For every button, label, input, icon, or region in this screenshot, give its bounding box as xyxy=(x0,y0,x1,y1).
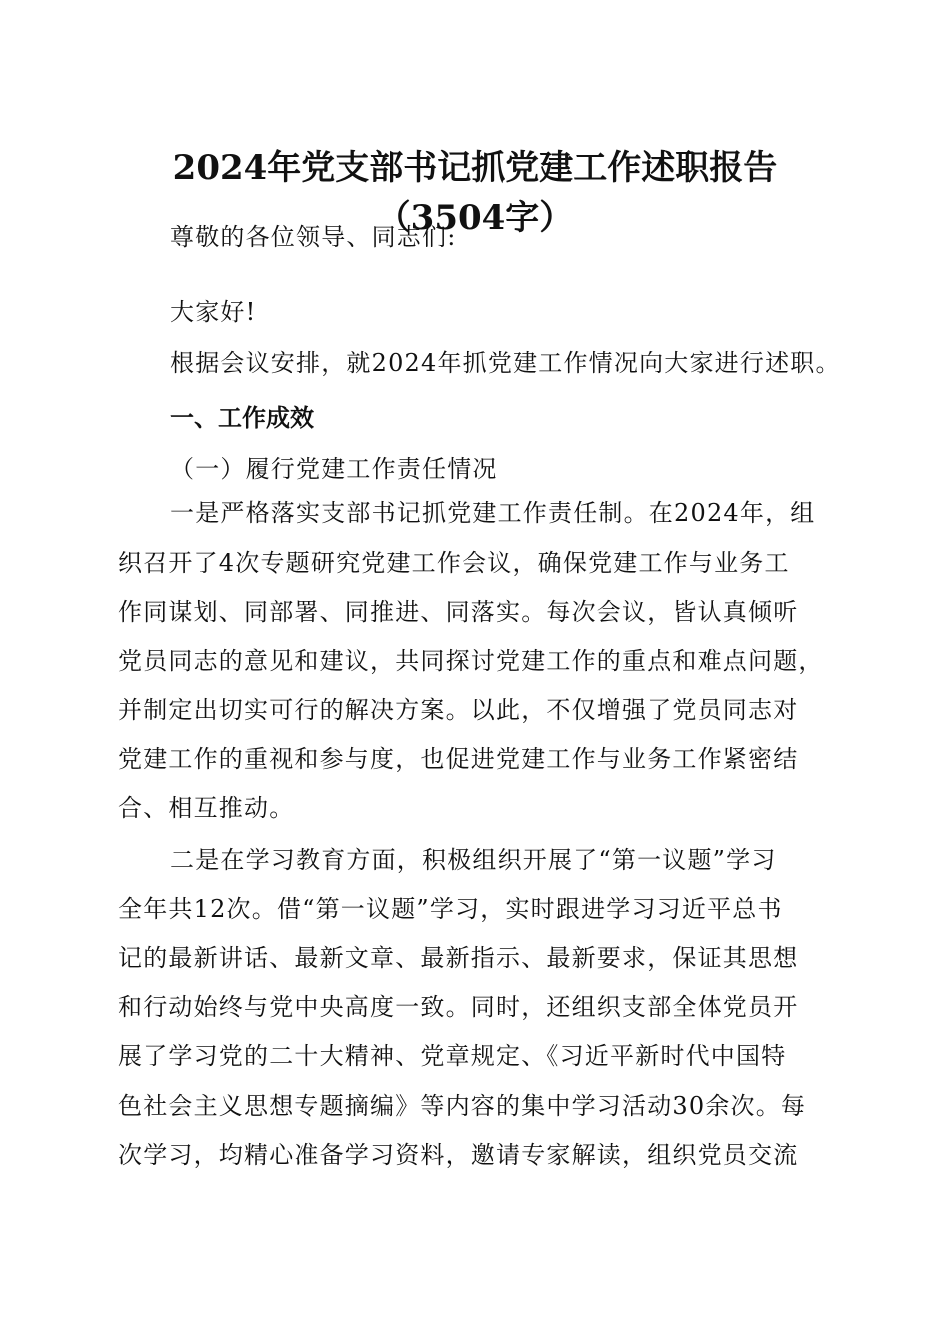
paragraph-line: 党员同志的意见和建议，共同探讨党建工作的重点和难点问题， xyxy=(118,647,824,675)
paragraph-line: 展了学习党的二十大精神、党章规定、《习近平新时代中国特 xyxy=(118,1042,787,1070)
paragraph-line: 和行动始终与党中央高度一致。同时，还组织支部全体党员开 xyxy=(118,993,799,1021)
greeting: 大家好! xyxy=(170,298,257,326)
section-heading: 一、工作成效 xyxy=(170,404,314,432)
document-title: 2024年党支部书记抓党建工作述职报告 xyxy=(172,148,778,188)
paragraph-line: 作同谋划、同部署、同推进、同落实。每次会议，皆认真倾听 xyxy=(118,598,799,626)
paragraph-line: 一是严格落实支部书记抓党建工作责任制。在2024年，组 xyxy=(170,499,816,527)
subsection-heading: （一）履行党建工作责任情况 xyxy=(170,455,498,483)
paragraph-line: 合、相互推动。 xyxy=(118,794,295,822)
paragraph-line: 色社会主义思想专题摘编》等内容的集中学习活动30余次。每 xyxy=(118,1092,807,1120)
paragraph-line: 记的最新讲话、最新文章、最新指示、最新要求，保证其思想 xyxy=(118,944,799,972)
paragraph-line: 二是在学习教育方面，积极组织开展了“第一议题”学习 xyxy=(170,846,777,874)
paragraph-line: 次学习，均精心准备学习资料，邀请专家解读，组织党员交流 xyxy=(118,1141,799,1169)
paragraph-line: 党建工作的重视和参与度，也促进党建工作与业务工作紧密结 xyxy=(118,745,799,773)
salutation: 尊敬的各位领导、同志们: xyxy=(170,223,457,251)
paragraph-line: 并制定出切实可行的解决方案。以此，不仅增强了党员同志对 xyxy=(118,696,799,724)
document-word-count: （3504字） xyxy=(376,198,574,238)
paragraph-line: 全年共12次。借“第一议题”学习，实时跟进学习习近平总书 xyxy=(118,895,783,923)
intro-paragraph: 根据会议安排，就2024年抓党建工作情况向大家进行述职。 xyxy=(170,349,841,377)
paragraph-line: 织召开了4次专题研究党建工作会议，确保党建工作与业务工 xyxy=(118,549,790,577)
